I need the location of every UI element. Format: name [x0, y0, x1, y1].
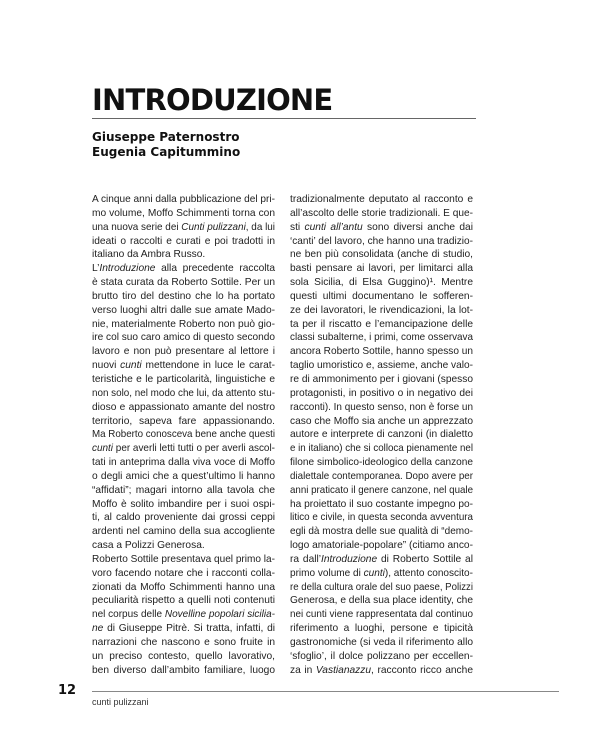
- text-run: nel corpus delle: [92, 609, 165, 621]
- text-run: italiano da Ambra Russo.: [92, 249, 206, 261]
- text-run: ta per il riscatto e l’emancipazione delle: [290, 318, 473, 330]
- text-line: [92, 331, 275, 345]
- text-run: ), attento conoscito-: [384, 567, 473, 579]
- italic-text: Cunti pulizzani: [181, 221, 246, 233]
- text-run: ‘canti’ del lavoro, che hanno una tradizio-: [290, 235, 473, 247]
- text-line: [290, 290, 473, 304]
- page-number: 12: [58, 683, 77, 698]
- text-run: classi subalterne, i primi, come osservava: [290, 332, 473, 344]
- text-run: tati in anteprima dalla viva voce di Moffo: [92, 457, 275, 469]
- author-name: Eugenia Capitummino: [92, 145, 241, 159]
- text-run: ardenti nel camino della sua accogliente: [92, 526, 275, 538]
- text-line: [290, 594, 473, 608]
- text-run: narrazioni che nascono e sono fruite in: [92, 637, 275, 648]
- text-line: [290, 373, 473, 387]
- text-line: [92, 304, 275, 318]
- italic-text: cunti: [363, 567, 385, 579]
- text-run: za in: [290, 664, 316, 676]
- text-run: , da lui: [245, 221, 275, 233]
- text-run: filone simbolico-ideologico della canzone: [290, 457, 473, 469]
- text-run: ancora Roberto Sottile, hanno spesso un: [290, 346, 473, 358]
- text-run: re di ammonimento per i giovani (spesso: [290, 373, 473, 385]
- text-line: [290, 359, 473, 373]
- text-line: [290, 318, 473, 332]
- text-run: per averli letti tutti o per averli ascol-: [113, 443, 275, 455]
- text-line: [92, 594, 275, 608]
- text-run: all’ascolto delle storie tradizionali. E que-: [290, 207, 473, 219]
- text-line: [92, 608, 275, 622]
- text-run: taglio umoristico e, assieme, anche valo-: [290, 360, 473, 372]
- text-run: di Roberto Sottile al: [377, 553, 473, 565]
- text-line: [92, 636, 275, 650]
- text-line: [290, 235, 473, 249]
- text-line: [92, 221, 275, 235]
- text-line: [92, 401, 275, 415]
- text-run: questi ultimi documentano le sofferen-: [290, 290, 473, 302]
- text-run: territorio, sapeva fare appassionando.: [92, 415, 275, 427]
- text-run: Roberto Sottile presentava quel primo la-: [92, 553, 275, 565]
- text-run: nei cunti viene rappresentata dal continuo: [290, 609, 473, 621]
- text-line: [92, 581, 275, 595]
- text-run: “affidati”; magari intorno alla tavola che: [92, 484, 275, 496]
- text-line: [92, 428, 275, 442]
- author-name: Giuseppe Paternostro: [92, 130, 240, 144]
- text-run: casa a Polizzi Generosa.: [92, 540, 205, 552]
- authors: [92, 130, 240, 160]
- text-run: sono diversi anche dai: [362, 221, 473, 233]
- italic-text: ne: [92, 623, 104, 635]
- text-line: [92, 373, 275, 387]
- text-run: brutto tiro del destino che lo ha portato: [92, 290, 275, 302]
- italic-text: Introduzione: [99, 263, 156, 275]
- text-run: ire col suo caro amico di questo secondo: [92, 332, 275, 344]
- text-line: [290, 636, 473, 650]
- text-line: [290, 207, 473, 221]
- text-run: zionati da Moffo Schimmenti hanno una: [92, 581, 275, 593]
- body-column-right: [290, 193, 473, 678]
- text-line: [290, 193, 473, 207]
- text-run: ra dall’: [290, 553, 322, 565]
- text-run: alla precedente raccolta: [155, 263, 275, 275]
- text-line: [92, 235, 275, 249]
- text-run: racconti). In questo senso, non è forse un: [290, 401, 473, 413]
- text-run: dialettale contemporanea. Dopo avere per: [290, 470, 473, 482]
- text-run: riferimento a luoghi, persone e tipicità: [290, 623, 473, 635]
- text-line: [290, 442, 473, 456]
- text-run: caso che Moffo sia anche un apprezzato: [290, 415, 473, 427]
- text-run: è stata curata da Roberto Sottile. Per un: [92, 277, 275, 289]
- text-run: sti: [290, 221, 305, 233]
- text-run: ti, al caldo proveniente dai grossi ceppi: [92, 512, 275, 524]
- text-line: [92, 539, 275, 553]
- text-line: [290, 331, 473, 345]
- title-rule: [92, 118, 476, 119]
- text-run: sola Sicilia, di Elsa Guggino)¹. Mentre: [290, 277, 473, 289]
- body-column-left: [92, 193, 275, 678]
- text-line: [92, 193, 275, 207]
- text-line: [92, 650, 275, 664]
- text-run: di Giuseppe Pitrè. Si tratta, infatti, di: [103, 623, 275, 635]
- text-run: gastronomiche (si veda il riferimento allo: [290, 637, 473, 648]
- text-line: [92, 498, 275, 512]
- text-run: primo volume di: [290, 567, 364, 579]
- text-line: [92, 664, 275, 678]
- text-line: [92, 567, 275, 581]
- text-line: [92, 290, 275, 304]
- text-line: [290, 276, 473, 290]
- text-run: mettendone in luce le carat-: [141, 360, 275, 372]
- running-title: cunti pulizzani: [92, 697, 149, 707]
- text-run: un preciso contesto, quello lavorativo,: [92, 650, 275, 662]
- text-line: [92, 622, 275, 636]
- text-line: [290, 345, 473, 359]
- italic-text: Novelline popolari sicilia-: [164, 609, 275, 621]
- text-run: Generosa, e della sua place identity, che: [290, 595, 473, 607]
- text-line: [290, 415, 473, 429]
- text-line: [290, 608, 473, 622]
- text-run: e in italiano) che si colloca pienamente nel: [290, 443, 473, 455]
- text-line: [290, 484, 473, 498]
- text-run: teristiche e le particolarità, linguistiche e: [92, 373, 275, 385]
- text-run: ‘sfoglio’, il dolce polizzano per eccellen-: [290, 650, 473, 662]
- text-run: A cinque anni dalla pubblicazione del pri-: [92, 194, 275, 205]
- italic-text: cunti all’antu: [304, 221, 363, 233]
- text-run: o degli amici che a quest’ultimo li hanno: [92, 470, 275, 482]
- text-line: [92, 262, 275, 276]
- text-line: [290, 470, 473, 484]
- italic-text: cunti: [120, 360, 142, 372]
- text-line: [290, 498, 473, 512]
- text-run: re della cultura orale del suo paese, Polizzi: [290, 581, 473, 593]
- text-run: peculiarità rispetto a quelli noti contenuti: [92, 595, 275, 607]
- text-line: [92, 248, 275, 262]
- text-run: voro facendo notare che i racconti colla-: [92, 567, 275, 579]
- text-line: [290, 622, 473, 636]
- text-run: ne ben più consolidata (anche di studio,: [290, 249, 473, 261]
- text-run: dioso e appassionato amante del nostro: [92, 401, 275, 413]
- text-run: Ma Roberto conosceva bene anche questi: [92, 429, 275, 441]
- text-run: Moffo è solito imbandire per i suoi ospi-: [92, 498, 275, 510]
- text-run: litico e civile, in questa seconda avventura: [290, 512, 473, 524]
- text-run: , racconto ricco anche: [371, 664, 473, 676]
- text-run: ben diverso dall’ambito familiare, luogo: [92, 664, 275, 676]
- text-line: [92, 456, 275, 470]
- text-run: logo amatoriale-popolare” (citiamo anco-: [290, 540, 473, 552]
- text-line: [290, 387, 473, 401]
- text-line: [92, 276, 275, 290]
- text-run: protagonisti, in positivo o in negativo dei: [290, 387, 473, 399]
- text-line: [290, 428, 473, 442]
- italic-text: Introduzione: [321, 553, 378, 565]
- text-line: [290, 525, 473, 539]
- text-line: [92, 511, 275, 525]
- text-line: [92, 470, 275, 484]
- text-line: [290, 664, 473, 678]
- text-run: lavoro e non può presentare al lettore i: [92, 346, 275, 358]
- text-run: L’: [92, 263, 100, 275]
- text-line: [92, 415, 275, 429]
- text-run: ha proiettato il suo costante impegno po-: [290, 498, 473, 510]
- text-run: egli dà mostra delle sue qualità di “demo-: [290, 526, 473, 538]
- text-line: [290, 304, 473, 318]
- text-line: [290, 262, 473, 276]
- text-line: [92, 553, 275, 567]
- text-run: nie, materialmente Roberto non può gio-: [92, 318, 275, 330]
- text-run: ideati o raccolti e curati e poi tradotti in: [92, 235, 275, 247]
- text-run: mo volume, Moffo Schimmenti torna con: [92, 207, 275, 219]
- text-line: [290, 248, 473, 262]
- text-line: [92, 484, 275, 498]
- text-run: anni praticato il genere canzone, nel quale: [290, 484, 473, 496]
- text-line: [290, 511, 473, 525]
- text-run: non solo, nel modo che lui, da attento stu-: [92, 387, 275, 399]
- text-line: [290, 581, 473, 595]
- text-line: [92, 387, 275, 401]
- text-line: [290, 567, 473, 581]
- text-line: [290, 650, 473, 664]
- text-line: [92, 359, 275, 373]
- text-line: [92, 442, 275, 456]
- page-title: INTRODUZIONE: [92, 83, 333, 117]
- text-line: [290, 553, 473, 567]
- text-line: [290, 401, 473, 415]
- text-run: verso luoghi altri dalle sue amate Mado-: [92, 304, 275, 316]
- text-line: [290, 456, 473, 470]
- text-line: [290, 221, 473, 235]
- text-run: una nuova serie dei: [92, 221, 182, 233]
- text-line: [290, 539, 473, 553]
- text-run: basti pensare ai lavori, per limitarci alla: [290, 263, 473, 275]
- italic-text: Vastianazzu: [315, 664, 372, 676]
- text-run: autore e interprete di canzoni (in dialetto: [290, 429, 473, 441]
- italic-text: cunti: [92, 443, 114, 455]
- text-run: nuovi: [92, 360, 121, 372]
- text-line: [92, 318, 275, 332]
- text-run: ze dei lavoratori, le rivendicazioni, la lot-: [290, 304, 473, 316]
- text-run: tradizionalmente deputato al racconto e: [290, 194, 473, 205]
- footer-rule: [92, 691, 559, 692]
- text-line: [92, 525, 275, 539]
- text-line: [92, 345, 275, 359]
- text-line: [92, 207, 275, 221]
